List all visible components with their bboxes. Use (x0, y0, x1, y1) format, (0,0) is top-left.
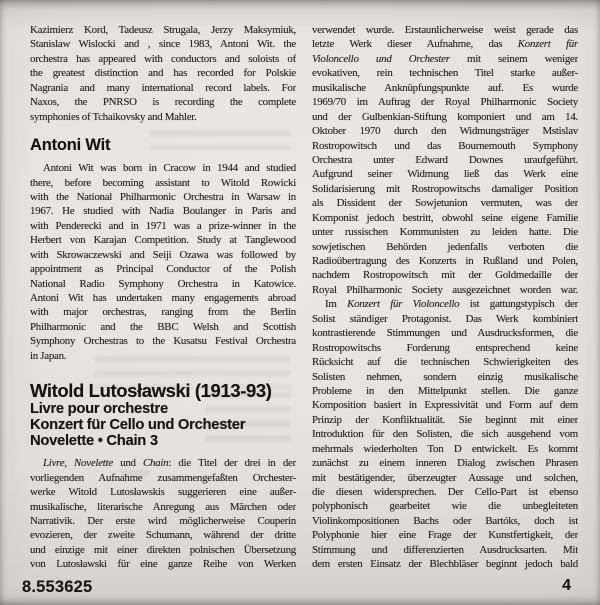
text-line: Rostropowitsch und das Bournemouth Symphony (312, 139, 578, 152)
text-line: Orchestra unter Edward Downes uraufgeführt. (312, 153, 578, 166)
text-line: Antoni Wit was born in Cracow in 1944 and studied (43, 162, 296, 175)
text-line: with major orchestras, ranging from the Berlin (30, 306, 296, 319)
work-title-livre: Livre pour orchestre (30, 401, 168, 418)
text-line: zunächst zu einem inneren Dialog zwischen Phrasen (312, 457, 578, 470)
text-line: Kazimierz Kord, Tadeusz Strugala, Jerzy Maksymiuk, (30, 24, 296, 36)
work-title-novelette-chain3: Novelette • Chain 3 (30, 433, 158, 450)
right-column (312, 23, 578, 572)
work-title-cello-concerto: Konzert für Cello und Orchester (30, 417, 246, 434)
text-line: Solist ständiger Protagonist. Das Werk kombiniert (312, 312, 578, 325)
text-line: 1967. He studied with Nadia Boulanger in Paris and (30, 205, 296, 218)
text-line: Nagrania and many international record labels. For (30, 81, 296, 94)
text-line: Introduktion für den Solisten, die sich ausgehend vom (312, 428, 578, 441)
german-text-paragraph-2 (312, 297, 578, 571)
text-line: Radioübertragung des Konzerts in Rußland und Polen, (312, 255, 578, 267)
text-line: mit bestätigender, überzeugter Aussage und solchen, (312, 471, 578, 484)
antoni-wit-bio-paragraph (30, 161, 296, 363)
text-line: Livre, Novelette und Chain: die Titel der drei in der (43, 457, 296, 470)
text-line: Herbert von Karajan Competition. Study at Tanglewood (30, 234, 296, 247)
text-line: polyphonisch gearbeitet wie die unbegleiteten (312, 500, 578, 513)
text-line: evozieren, der zweite Schumann, während der dritte (30, 529, 296, 542)
text-line: Philharmonic and the BBC Welsh and Scottish (30, 320, 296, 333)
text-line: werke Witold Lutosławskis suggerieren eine außer- (30, 486, 296, 499)
german-intro-paragraph (30, 456, 296, 572)
text-line: Narrativik. Der erste wird möglicherweise Couperin (30, 514, 296, 527)
intro-paragraph (30, 23, 296, 124)
text-line: nachdem Rostropowitsch mit der Goldmedaille der (312, 269, 578, 282)
text-line: unter russischen Kommunisten zu leiden hatte. Die (312, 226, 578, 239)
antoni-wit-heading: Antoni Wit (30, 136, 111, 155)
text-line: Naxos, the PNRSO is recording the complete (30, 96, 296, 109)
text-line: und der Gulbenkian-Stiftung komponiert und am 14. (312, 110, 578, 123)
text-line: Solidarisierung mit Rostropowitschs damaliger Position (312, 182, 578, 195)
text-line: musikalische, literarische Anregung aus Märchen oder (30, 500, 296, 513)
text-line: Im Konzert für Violoncello ist gattungstypisch der (325, 298, 578, 311)
text-line: with the National Philharmonic Orchestra in Warsaw in (30, 190, 296, 203)
text-line: Polyphonie hier eine Frage der Kunstfertigkeit, der (312, 529, 578, 542)
text-line: sowjetischen Behörden jedenfalls verboten die (312, 240, 578, 253)
text-line: Violinkompositionen Bachs oder Bartóks, doch ist (312, 514, 578, 527)
work-heading-block (30, 381, 296, 449)
text-line: Symphony Orchestras to the Kusatsu Festival Orchestra (30, 335, 296, 348)
text-line: dem ersten Einsatz der Blechbläser beginnt jedoch bald (312, 558, 578, 571)
page-number: 4 (562, 577, 571, 594)
text-line: vorliegenden Aufnahme zusammengefaßten Orchester- (30, 471, 296, 484)
text-line: kontrastierende Stimmungen und Ausdrucksformen, die (312, 327, 578, 340)
text-line: there, before becoming assistant to Witold Rowicki (30, 176, 296, 189)
text-line: Rostropowitschs Forderung entsprechend keine (312, 341, 578, 354)
text-line: mehrmals wiederholten Ton D entwickelt. Es kommt (312, 442, 578, 455)
composer-heading: Witold Lutosławski (1913-93) (30, 380, 272, 402)
text-line: Stimmung und differenzierten Ausdrucksarten. Mit (312, 543, 578, 556)
text-line: the greatest distinction and has recorded for Polskie (30, 67, 296, 80)
text-line: National Radio Symphony Orchestra in Katowice. (30, 277, 296, 290)
text-line: Probleme in den Mittelpunkt stellen. Die ganze (312, 384, 578, 397)
text-line: von Lutosławski für eine ganze Reihe von Werken (30, 558, 296, 571)
text-line: die diesen widersprechen. Der Cello-Part ist ebenso (312, 486, 578, 498)
text-line: und einzige mit einer direkten polnischen Übersetzung (30, 543, 296, 556)
left-column (30, 23, 296, 572)
text-line: 1969/70 im Auftrag der Royal Philharmonic Society (312, 96, 578, 109)
text-line: symphonies of Tchaikovsky and Mahler. (30, 110, 197, 123)
text-line: with Penderecki and in 1971 was a prize-winner in the (30, 219, 296, 232)
text-line: Aufgrund seiner Widmung ließ das Werk eine (312, 168, 578, 181)
text-line: als Dissident der Sowjetunion vermuten, was der (312, 197, 578, 210)
text-line: Oktober 1970 durch den Widmungsträger Mstislav (312, 125, 578, 138)
text-line: letzte Werk dieser Aufnahme, das Konzert für (312, 38, 578, 51)
text-line: Antoni Wit has undertaken many engagements abroad (30, 292, 296, 304)
text-line: Solisten nehmen, sondern einzig musikalische (312, 370, 578, 383)
text-line: appointment as Principal Conductor of the Polish (30, 263, 296, 276)
catalog-number: 8.553625 (22, 578, 93, 596)
text-line: Prinzip der Konfliktualität. Sie beginnt mit einer (312, 413, 578, 426)
text-line: Rücksicht auf die technischen Schwierigkeiten des (312, 356, 578, 369)
text-line: Stanislaw Wislocki and , since 1983, Antoni Wit. the (30, 38, 296, 51)
text-line: Komposition basiert in Expressivität und Form auf dem (312, 399, 578, 412)
text-line: evokativen, rein technischen Titel starke außer- (312, 67, 578, 80)
text-line: with Skrowaczewski and Seiji Ozawa was followed by (30, 248, 296, 261)
text-line: Violoncello und Orchester mit seinem weniger (312, 52, 578, 65)
text-line: Komponist jedoch bestritt, obwohl seine eigene Familie (312, 211, 578, 224)
text-line: Royal Philharmonic Society ausgezeichnet worden war. (312, 283, 578, 296)
text-line: verwendet wurde. Erstaunlicherweise weist gerade das (312, 24, 578, 36)
german-text-paragraph-1 (312, 23, 578, 297)
text-line: in Japan. (30, 349, 67, 362)
text-line: musikalische Anknüpfungspunkte auf. Es wurde (312, 81, 578, 94)
text-line: orchestra has appeared with conductors and soloists of (30, 52, 296, 65)
